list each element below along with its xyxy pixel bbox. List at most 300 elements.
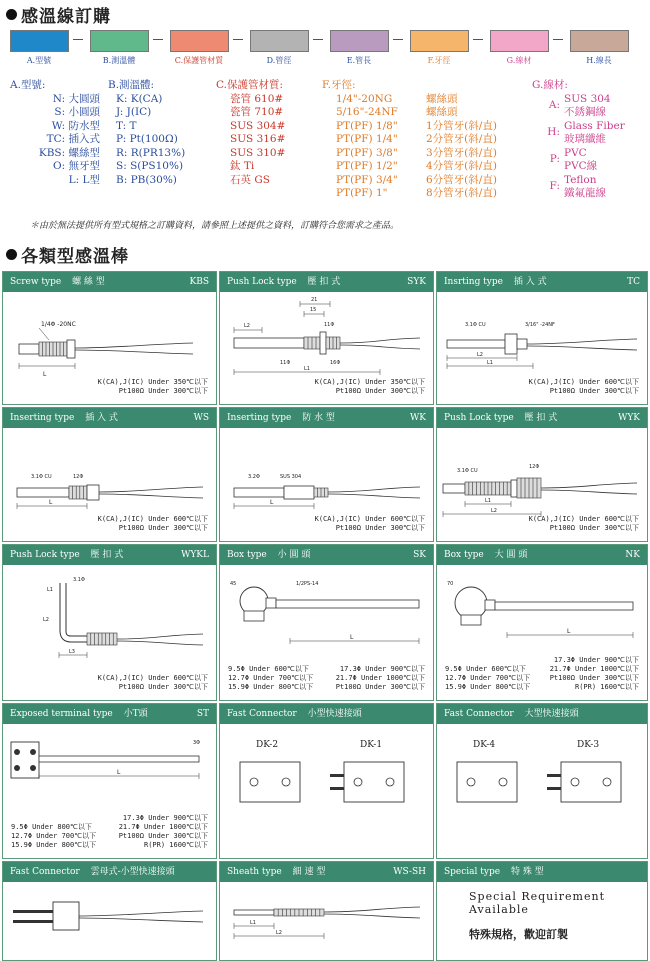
dimension-label: L (350, 634, 354, 641)
spec-line: 15.9Φ Under 800℃以下 (228, 683, 314, 691)
title-gap (503, 277, 506, 287)
tube-material-item: SUS 304# (230, 119, 286, 132)
spec-line: Pt100Ω Under 300℃以下 (118, 524, 208, 532)
model-item: N: 大圓頭 (52, 92, 100, 105)
sensor-item: J: J(IC) (116, 106, 152, 118)
spec-line: 15.9Φ Under 800℃以下 (445, 683, 531, 691)
card-title-zh: 插 入 式 (85, 413, 118, 423)
dash-separator (473, 39, 483, 40)
wire-line (99, 487, 203, 492)
thread-size: PT(PF) 3/4" (336, 173, 398, 186)
card-title-en: Fast Connector (10, 867, 80, 877)
bullet-icon (6, 9, 17, 20)
probe-rod (17, 488, 69, 497)
model-item: TC: 插入式 (46, 133, 100, 145)
terminal-head (455, 587, 487, 619)
dimension-label: L1 (47, 587, 53, 593)
card-code: KBS (189, 277, 209, 287)
thread-desc: 螺絲頭 (426, 106, 458, 118)
spec-line: K(CA),J(IC) Under 600℃以下 (314, 515, 425, 523)
tube-material-item: SUS 310# (230, 146, 286, 159)
terminal-screw (30, 765, 36, 771)
card-title-en: Screw type (10, 277, 62, 287)
sensor-item: K: K(CA) (116, 92, 163, 105)
spring-coil (326, 337, 340, 349)
terminal-screw (30, 749, 36, 755)
card-header (437, 704, 647, 724)
connector-pin (330, 774, 344, 777)
dimension-label: L3 (69, 649, 75, 655)
card-title-zh: 壓 扣 式 (307, 277, 341, 287)
card-header (3, 272, 216, 292)
dimension-label: 3Φ (193, 740, 201, 746)
model-item: L: L型 (68, 173, 100, 186)
wire-lines (564, 174, 606, 201)
connector-model: DK-2 (256, 740, 279, 750)
bent-sheath-inner (63, 583, 87, 639)
probe-type-card (2, 407, 217, 542)
color-swatch (170, 30, 229, 52)
title-gap (297, 277, 300, 287)
sensor-item: S: S(PS10%) (116, 160, 184, 172)
card-header (220, 272, 433, 292)
temperature-spec-right (336, 665, 425, 692)
dimension-label: L (117, 769, 121, 776)
wire-line (99, 494, 203, 498)
spec-line: Pt100Ω Under 300℃以下 (335, 524, 425, 532)
spec-line: Pt100Ω Under 300℃以下 (118, 683, 208, 691)
cable-gland (485, 600, 495, 610)
temperature-spec (529, 378, 639, 396)
wire-line (340, 338, 420, 343)
cable-gland (266, 598, 276, 608)
lock-washer (320, 332, 326, 354)
card-header (220, 862, 433, 882)
card-code: TC (627, 277, 640, 287)
column-sensor (108, 79, 185, 187)
card-code: SYK (407, 277, 426, 287)
card-header (437, 862, 647, 882)
thread-size: PT(PF) 3/8" (336, 146, 398, 159)
sensor-header: B.測溫體: (108, 79, 155, 91)
wire-item (532, 120, 625, 147)
sensor-item: P: Pt(100Ω) (116, 133, 178, 145)
card-title-zh: 小T頭 (123, 709, 148, 719)
spec-line: 12.7Φ Under 700℃以下 (445, 674, 531, 682)
bent-sheath (63, 583, 87, 639)
probe-rod (234, 338, 304, 348)
thread-size: PT(PF) 1/8" (336, 119, 398, 132)
wire-lines (564, 147, 597, 174)
probe-rod (443, 484, 465, 493)
spring-coil (87, 633, 117, 645)
drawing-part (69, 486, 87, 499)
spec-line: K(CA),J(IC) Under 350℃以下 (97, 378, 208, 386)
terminal-screw (14, 749, 20, 755)
card-title-zh: 壓 扣 式 (90, 550, 124, 560)
thread-size: 5/16"-24NF (336, 106, 398, 118)
spec-line: Pt100Ω Under 300℃以下 (549, 387, 639, 395)
probe-drawing (220, 724, 433, 858)
sensor-item: R: R(PR13%) (116, 146, 186, 159)
thread-header: F.牙徑: (322, 79, 356, 91)
probe-rod (234, 488, 284, 497)
dimension-label: L2 (477, 352, 483, 358)
dimension-label: L1 (250, 920, 256, 926)
card-title (10, 704, 148, 724)
spec-line: Pt100Ω Under 300℃以下 (549, 524, 639, 532)
thread-item (336, 174, 497, 188)
color-swatch (490, 30, 549, 52)
dimension-label: L (270, 499, 274, 506)
dimension-label: L2 (244, 323, 250, 329)
types-title-text: 各類型感溫棒 (21, 247, 129, 267)
card-title-en: Push Lock type (444, 413, 514, 423)
dimension-label: 3.1Φ CU (465, 322, 486, 328)
connector-pin (547, 787, 561, 790)
spec-line: 17.3Φ Under 900℃以下 (553, 656, 639, 664)
swatch-label: F.牙徑 (427, 56, 451, 65)
temperature-spec (98, 378, 208, 396)
probe-rod (517, 339, 527, 349)
spec-line: 9.5Φ Under 600℃以下 (228, 665, 309, 673)
spring-coil (304, 337, 320, 349)
wire-line (527, 339, 637, 344)
card-title-en: Push Lock type (10, 550, 80, 560)
thread-size: PT(PF) 1/2" (336, 160, 398, 172)
wire-line: Glass Fiber (564, 119, 625, 132)
spring-coil (465, 482, 511, 495)
temperature-spec-left (11, 823, 96, 850)
thread-item (336, 93, 497, 107)
wire-line: 玻璃纖維 (564, 133, 606, 145)
probe-rod (19, 344, 39, 354)
wire-line: PVC線 (564, 160, 598, 172)
probe-type-card (436, 271, 648, 405)
probe-drawing (437, 724, 647, 858)
dimension-label: L1 (487, 360, 493, 366)
card-title (444, 272, 547, 292)
dimension-label: 3/16" -24NF (525, 322, 555, 328)
wire-code: P: (549, 153, 560, 166)
swatch-label: E.管長 (346, 56, 372, 65)
color-code-row (10, 30, 635, 65)
temperature-spec (529, 515, 639, 533)
wire-line (75, 343, 193, 348)
card-header (437, 545, 647, 565)
card-title (10, 272, 105, 292)
spec-line: Pt100Ω Under 300℃以下 (549, 674, 639, 682)
card-code: SK (413, 550, 426, 560)
color-swatch (330, 30, 389, 52)
dimension-label: L (43, 371, 47, 378)
spec-line: K(CA),J(IC) Under 350℃以下 (314, 378, 425, 386)
card-title (444, 704, 579, 724)
wire-item (532, 93, 625, 120)
wire-line: 不銹鋼線 (564, 106, 606, 118)
card-header (3, 704, 216, 724)
probe-type-card (219, 407, 434, 542)
order-section-title (6, 2, 111, 27)
probe-type-card (436, 544, 648, 701)
wire-line (340, 345, 420, 349)
wire-code: A: (548, 99, 560, 112)
swatch-label: G.線材 (506, 56, 532, 65)
dimension-label: L2 (491, 508, 497, 514)
probe-type-card (2, 861, 217, 961)
thread-size: PT(PF) 1/4" (336, 133, 398, 145)
card-header (3, 545, 216, 565)
connector-pin (13, 910, 53, 913)
thread-item (336, 106, 497, 120)
thread-desc: 1分管牙(斜/直) (426, 119, 497, 132)
title-gap (61, 277, 64, 287)
title-gap (297, 709, 300, 719)
lock-washer (511, 480, 517, 497)
special-text (469, 890, 605, 942)
connector-body (344, 762, 404, 802)
card-code: ST (196, 709, 209, 719)
card-header (3, 862, 216, 882)
thread-item (336, 147, 497, 161)
dimension-label: 21 (311, 297, 318, 303)
connector-pin (13, 920, 53, 923)
card-title-en: Inserting type (227, 413, 292, 423)
wire-header: G.線材: (532, 79, 568, 91)
probe-type-card (2, 703, 217, 859)
special-line-en: Special Requirement (469, 890, 605, 903)
dimension-label: L1 (304, 366, 310, 372)
dimension-label: L (567, 628, 571, 635)
wire-line (117, 634, 203, 639)
column-thread (322, 79, 497, 201)
probe-type-card (219, 271, 434, 405)
spec-line: 21.7Φ Under 1000℃以下 (549, 665, 639, 673)
card-title-zh: 大 圓 頭 (494, 550, 528, 560)
card-title-en: Special type (444, 867, 501, 877)
card-title (227, 272, 340, 292)
thread-desc: 8分管牙(斜/直) (426, 187, 497, 199)
head-base (461, 615, 481, 625)
title-gap (291, 413, 294, 423)
dimension-label: 1/2PS-14 (296, 581, 319, 587)
model-item: O: 無牙型 (53, 160, 100, 172)
swatch-label: D.管徑 (266, 56, 292, 65)
wire-line (75, 350, 193, 354)
wire-line: 鐵氟龍線 (564, 187, 606, 199)
connector-model: DK-1 (360, 740, 383, 750)
dash-separator (73, 39, 83, 40)
card-title-zh: 雲母式-小型快速接頭 (90, 867, 175, 877)
wire-line: PVC (564, 146, 587, 159)
dimension-label: 11Φ (280, 360, 291, 366)
temperature-spec-left (228, 665, 313, 692)
swatch-label: B.測溫體 (102, 56, 136, 65)
dimension-label: 45 (230, 581, 237, 587)
spec-line: Pt100Ω Under 300℃以下 (335, 387, 425, 395)
wire-line (324, 907, 420, 912)
model-header: A.型號: (10, 79, 46, 91)
column-tube-material (216, 79, 285, 187)
card-header (3, 408, 216, 428)
sensor-item: B: PB(30%) (116, 173, 177, 186)
dimension-label: 70 (447, 581, 454, 587)
spring-coil (517, 478, 541, 498)
dash-separator (553, 39, 563, 40)
thread-item (336, 187, 497, 201)
thread-desc: 2分管牙(斜/直) (426, 133, 497, 145)
spec-line: 21.7Φ Under 1000℃以下 (335, 674, 425, 682)
tube-material-item: 鈦 Ti (230, 160, 255, 172)
dimension-label: 3.1Φ CU (31, 474, 52, 480)
dimension-label: L2 (276, 930, 282, 936)
spec-line: 17.3Φ Under 900℃以下 (339, 665, 425, 673)
card-header (220, 704, 433, 724)
temperature-spec (315, 378, 425, 396)
fitting-nut (505, 334, 517, 354)
wire-line: Teflon (564, 173, 597, 186)
title-gap (267, 550, 270, 560)
special-line-en: Available (469, 903, 529, 916)
probe-rod (276, 600, 419, 608)
probe-type-card (219, 861, 434, 961)
card-title-en: Box type (227, 550, 267, 560)
model-item: KBS: 螺絲型 (38, 146, 100, 159)
color-swatch (250, 30, 309, 52)
spec-line: Pt100Ω Under 300℃以下 (118, 387, 208, 395)
spec-line: K(CA),J(IC) Under 600℃以下 (97, 674, 208, 682)
card-title-zh: 防 水 型 (302, 413, 335, 423)
tube-material-item: 瓷管 710# (230, 106, 284, 118)
probe-rod (39, 756, 199, 762)
wire-line (117, 641, 203, 645)
thread-size: PT(PF) 1" (336, 187, 388, 199)
tube-material-header: C.保護管材質: (216, 79, 284, 91)
tube-material-item: 石英 GS (230, 173, 270, 186)
card-title-en: Exposed terminal type (10, 709, 113, 719)
terminal-screw (14, 765, 20, 771)
card-title-en: Insrting type (444, 277, 503, 287)
title-gap (514, 413, 517, 423)
dimension-label: L (49, 499, 53, 506)
connector-model: DK-3 (577, 740, 600, 750)
card-title (444, 545, 527, 565)
probe-type-card (436, 407, 648, 542)
spec-line: K(CA),J(IC) Under 600℃以下 (528, 515, 639, 523)
order-title-text: 感溫線訂購 (21, 7, 111, 27)
card-title-zh: 細 速 型 (292, 867, 326, 877)
dimension-label: 3.2Φ (248, 474, 260, 480)
title-gap (500, 867, 503, 877)
wire-code: F: (549, 180, 560, 193)
spec-line: 9.5Φ Under 800℃以下 (11, 823, 92, 831)
terminal-block (11, 742, 39, 778)
thread-item (336, 160, 497, 174)
card-code: WK (410, 413, 426, 423)
probe-rod (234, 910, 274, 915)
sensor-item: T: T (116, 119, 137, 132)
probe-type-card (436, 861, 648, 961)
probe-type-card (436, 703, 648, 859)
card-title (10, 545, 123, 565)
swatch-label: C.保護管材質 (174, 56, 224, 65)
swatch-label: H.線長 (586, 56, 612, 65)
thread-desc: 6分管牙(斜/直) (426, 173, 497, 186)
wire-code: H: (547, 126, 560, 139)
wire-item (532, 174, 625, 201)
spring-coil (314, 488, 328, 497)
wire-line (328, 487, 420, 492)
spec-line: 17.3Φ Under 900℃以下 (122, 814, 208, 822)
temperature-spec-left (445, 665, 530, 692)
wire-line (541, 483, 637, 488)
tube-material-item: 瓷管 610# (230, 92, 284, 105)
dash-separator (233, 39, 243, 40)
thread-desc: 螺絲頭 (426, 92, 458, 105)
spring-coil (274, 909, 324, 916)
connector-body (457, 762, 517, 802)
temperature-spec-right (550, 656, 639, 692)
probe-type-card (219, 544, 434, 701)
spec-line: 21.7Φ Under 1000℃以下 (118, 823, 208, 831)
wire-line (79, 911, 203, 916)
card-title (10, 862, 175, 882)
card-code: WS (193, 413, 209, 423)
dimension-label: 1/4Φ -20NC (41, 321, 76, 328)
temperature-spec-right (119, 814, 208, 850)
wire-lines (564, 93, 611, 120)
thread-desc: 3分管牙(斜/直) (426, 146, 497, 159)
wire-line (79, 918, 203, 922)
color-swatch (410, 30, 469, 52)
temperature-spec (315, 515, 425, 533)
title-gap (514, 709, 517, 719)
card-title-en: Fast Connector (227, 709, 297, 719)
dimension-label: 3.1Φ (73, 577, 85, 583)
spring-coil (69, 486, 87, 499)
color-swatch (90, 30, 149, 52)
probe-rod (284, 486, 314, 499)
dash-separator (393, 39, 403, 40)
card-title-zh: 大型快速接頭 (524, 709, 579, 719)
thread-item (336, 120, 497, 134)
card-code: WS-SH (393, 867, 426, 877)
card-title-en: Inserting type (10, 413, 75, 423)
color-swatch (10, 30, 69, 52)
probe-rod (447, 340, 505, 348)
card-code: WYKL (181, 550, 209, 560)
title-gap (113, 709, 116, 719)
dimension-label: L2 (43, 617, 49, 623)
card-title-en: Fast Connector (444, 709, 514, 719)
column-wire (532, 79, 625, 201)
card-header (437, 272, 647, 292)
card-title (227, 408, 335, 428)
card-title (227, 862, 325, 882)
title-gap (484, 550, 487, 560)
wire-lines (564, 120, 625, 147)
probe-type-card (2, 544, 217, 701)
dimension-label: 11Φ (324, 322, 335, 328)
dimension-label: 12Φ (529, 464, 540, 470)
dimension-label: L1 (485, 498, 491, 504)
card-title (227, 545, 310, 565)
probe-rod (495, 602, 633, 610)
card-title-zh: 插 入 式 (513, 277, 547, 287)
spec-line: Pt100Ω Under 300℃以下 (335, 683, 425, 691)
connector-body (561, 762, 621, 802)
wire-line: SUS 304 (564, 92, 611, 105)
